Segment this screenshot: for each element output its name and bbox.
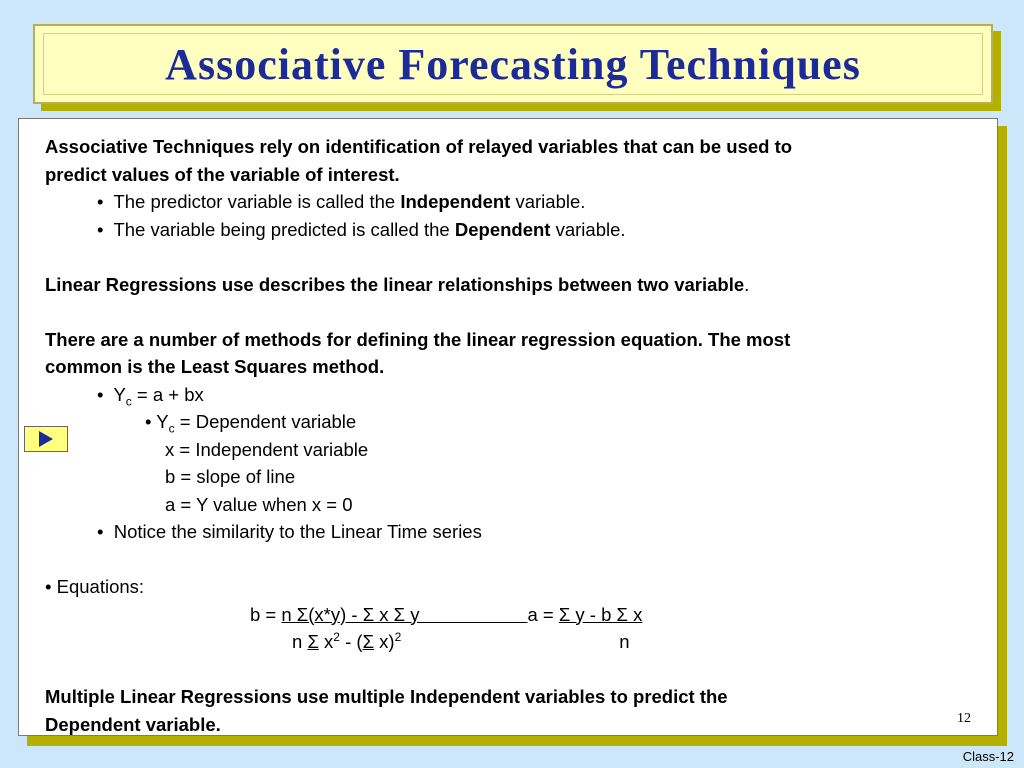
spacer (45, 298, 977, 326)
spacer (45, 243, 977, 271)
bullet-glyph: • (97, 521, 104, 542)
bullet-text: The predictor variable is called the (113, 191, 401, 212)
bullet-yc-definition (45, 408, 977, 436)
multiple-line-1: Multiple Linear Regressions use multiple Independent variables to predict the (45, 686, 728, 707)
play-button[interactable] (24, 426, 68, 452)
eq-b-den-x2: x) (374, 631, 395, 652)
methods-line-2: common is the Least Squares method. (45, 356, 385, 377)
class-label: Class-12 (962, 749, 1014, 764)
dependent-term: Dependent (454, 218, 551, 240)
y-letter: Y (113, 383, 126, 405)
notice-text: Notice the similarity to the Linear Time series (113, 521, 482, 542)
equation-denominators (45, 628, 977, 656)
intro-line-2: predict values of the variable of interest. (45, 163, 400, 185)
bullet-glyph: • (97, 191, 104, 212)
content-box (18, 118, 998, 736)
linear-regression-line (45, 271, 977, 299)
eq-b-den-mid: - ( (339, 631, 363, 652)
eq-a-prefix: a = (527, 603, 559, 625)
bullet-dependent (45, 216, 977, 244)
page-number: 12 (957, 711, 971, 726)
bullet-text: The variable being predicted is called the (113, 218, 455, 240)
superscript-2: 2 (394, 629, 402, 644)
intro-line-1: Associative Techniques rely on identification of relayed variables that can be used to (45, 136, 793, 157)
slide-body (45, 133, 977, 738)
slide-title: Associative Forecasting Techniques (165, 39, 861, 89)
sigma-symbol: Σ (307, 631, 319, 652)
eq-b-den-n: n (292, 631, 308, 652)
spacer (45, 546, 977, 574)
superscript-2: 2 (333, 629, 340, 644)
a-definition: a = Y value when x = 0 (165, 493, 353, 515)
y-letter: Y (156, 411, 169, 432)
multiple-line-2: Dependent variable. (45, 713, 221, 735)
bullet-yc-equation (45, 381, 977, 409)
bullet-glyph: • (145, 411, 152, 432)
play-icon (39, 431, 53, 447)
bullet-notice (45, 518, 977, 546)
methods-line-1: There are a number of methods for defining the linear regression equation. The most (45, 328, 791, 350)
eq-b-prefix: b = (250, 603, 282, 625)
bullet-text-end: variable. (510, 191, 586, 212)
equation-numerators (45, 601, 977, 629)
linear-period: . (744, 273, 750, 295)
c-subscript: c (125, 394, 132, 409)
bullet-text-end: variable. (550, 218, 626, 240)
yc-definition: = Dependent variable (174, 411, 357, 432)
b-definition: b = slope of line (165, 466, 296, 487)
eq-a-denominator: n (619, 631, 630, 652)
sigma-symbol: Σ (362, 631, 374, 652)
eq-b-den-x: x (318, 631, 334, 652)
bullet-glyph: • (97, 383, 104, 405)
spacer (45, 656, 977, 684)
linear-regression-text: Linear Regressions use describes the linear relationships between two variable (45, 273, 745, 295)
eq-a-numerator: Σ y - b Σ x (558, 603, 643, 625)
title-box (33, 24, 993, 104)
independent-term: Independent (400, 191, 511, 212)
x-definition: x = Independent variable (165, 438, 369, 460)
yc-equation: = a + bx (131, 383, 204, 405)
bullet-glyph: • (97, 218, 104, 240)
eq-b-underline-pad (420, 604, 528, 625)
equations-label: • Equations: (45, 576, 145, 597)
c-subscript: c (168, 421, 175, 436)
bullet-independent (45, 188, 977, 216)
eq-b-numerator: n Σ(x*y) - Σ x Σ y (281, 603, 420, 625)
